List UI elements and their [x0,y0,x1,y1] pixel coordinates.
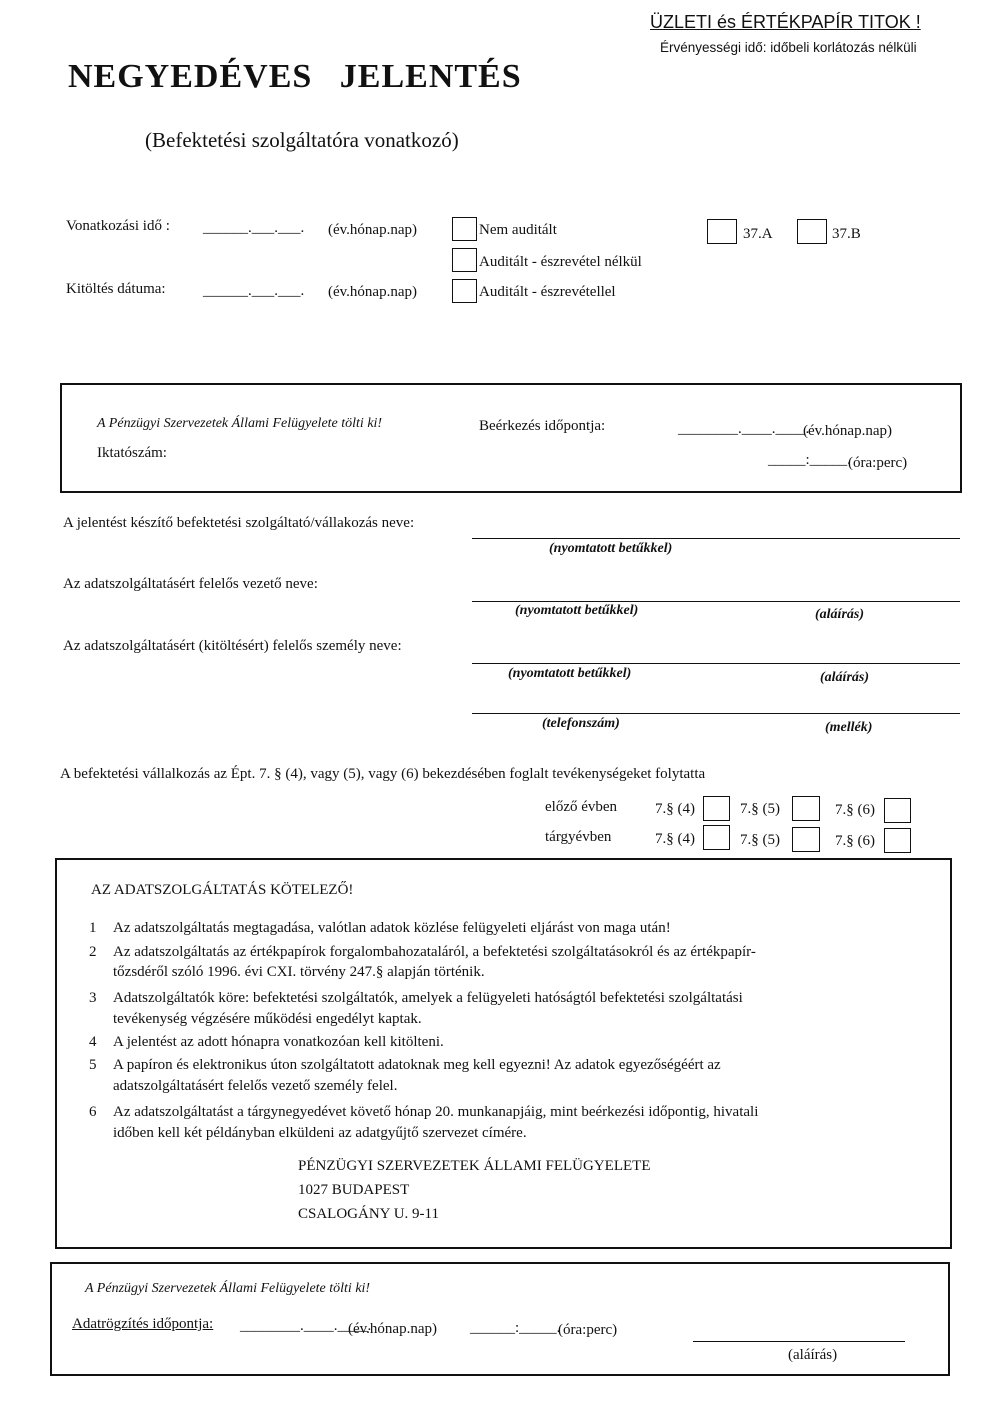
arrival-hour-unit: (óra:perc) [848,455,908,471]
reference-date-field[interactable]: ______.___.___. [203,220,305,236]
previous-year-label: előző évben [545,799,618,815]
record-time-label: Adatrögzítés időpontja: [72,1316,214,1332]
item-text: A papíron és elektronikus úton szolgáltatott adatoknak meg kell egyezni! Az adatok egyezőségéért az [113,1057,721,1073]
phone-field[interactable] [472,713,960,714]
section-37b-label: 37.B [832,226,861,242]
arrival-time-label: Beérkezés időpontja: [479,418,606,434]
curr-7-4-label: 7.§ (4) [655,831,695,847]
item-number: 6 [89,1104,97,1120]
record-signature-hint: (aláírás) [788,1347,838,1363]
obligation-item-2 [89,942,756,982]
phone-hint: (telefonszám) [542,716,620,731]
responsible-signature-hint: (aláírás) [820,670,869,685]
curr-7-5-label: 7.§ (5) [740,832,780,848]
item-text-cont: tevékenység végzésére működési engedélyt kaptak. [113,1011,422,1027]
curr-7-6-label: 7.§ (6) [835,833,875,849]
activity-statement: A befektetési vállalkozás az Épt. 7. § (4), vagy (5), vagy (6) bekezdésében foglalt tevékenységeket folytatta [60,766,706,782]
checkbox-curr-7-5[interactable] [792,827,820,852]
address-city: 1027 BUDAPEST [298,1182,410,1198]
leader-name-field[interactable] [472,601,960,602]
address-block [298,1154,651,1226]
record-date-unit: (év.hónap.nap) [348,1321,437,1337]
checkbox-37a[interactable] [707,219,737,244]
company-name-label: A jelentést készítő befektetési szolgáltató/vállakozás neve: [63,515,415,531]
fill-date-field[interactable]: ______.___.___. [203,283,305,299]
leader-signature-hint: (aláírás) [815,607,864,622]
address-street: CSALOGÁNY U. 9-11 [298,1206,439,1222]
checkbox-audited-no-remark[interactable] [452,248,477,272]
item-number: 2 [89,944,97,960]
address-org: PÉNZÜGYI SZERVEZETEK ÁLLAMI FELÜGYELETE [298,1158,651,1174]
arrival-date-field[interactable]: ________.____.____. [678,421,810,437]
company-name-hint: (nyomtatott betűkkel) [549,541,673,556]
extension-hint: (mellék) [825,720,873,735]
item-number: 4 [89,1034,97,1050]
record-hour-unit: (óra:perc) [558,1322,618,1338]
confidentiality-note: ÜZLETI és ÉRTÉKPAPÍR TITOK ! [650,12,921,32]
responsible-name-hint: (nyomtatott betűkkel) [508,666,632,681]
fill-date-label: Kitöltés dátuma: [66,281,166,297]
obligation-heading: AZ ADATSZOLGÁLTATÁS KÖTELEZŐ! [91,882,354,898]
checkbox-37b[interactable] [797,219,827,244]
item-text-cont: időben kell két példányban elküldeni az adatgyűjtő szervezet címére. [113,1125,527,1141]
prev-7-6-label: 7.§ (6) [835,802,875,818]
item-text: Adatszolgáltatók köre: befektetési szolgáltatók, amelyek a felügyeleti hatóságtól befektetési szolgáltatási [113,990,743,1006]
obligation-item-4 [89,1034,444,1051]
obligation-item-6 [89,1102,758,1144]
audited-no-remark-label: Auditált - észrevétel nélkül [479,254,642,270]
record-hour-field[interactable]: ______:_____. [470,1320,561,1336]
obligation-item-3 [89,988,743,1030]
obligation-item-1 [89,919,671,938]
leader-name-label: Az adatszolgáltatásért felelős vezető neve: [63,576,318,592]
checkbox-curr-7-6[interactable] [884,828,911,853]
section-37a-label: 37.A [743,226,773,242]
checkbox-prev-7-6[interactable] [884,798,911,823]
checkbox-prev-7-4[interactable] [703,796,730,821]
item-text: A jelentést az adott hónapra vonatkozóan kell kitölteni. [113,1034,444,1050]
not-audited-label: Nem auditált [479,222,557,238]
page-title: NEGYEDÉVES JELENTÉS [68,58,522,95]
item-text: Az adatszolgáltatást a tárgynegyedévet követő hónap 20. munkanapjáig, mint beérkezési időpontig, hivatali [113,1104,759,1120]
record-date-field[interactable]: ________.____.____. [240,1318,372,1334]
record-signature-field[interactable] [693,1341,905,1342]
prev-7-4-label: 7.§ (4) [655,801,695,817]
checkbox-prev-7-5[interactable] [792,796,820,821]
fill-date-unit: (év.hónap.nap) [328,284,417,300]
item-number: 1 [89,920,97,936]
company-name-field[interactable] [472,538,960,539]
reference-date-label: Vonatkozási idő : [66,218,170,234]
item-number: 5 [89,1057,97,1073]
responsible-name-field[interactable] [472,663,960,664]
registration-number-label: Iktatószám: [97,445,167,461]
responsible-name-label: Az adatszolgáltatásért (kitöltésért) felelős személy neve: [63,638,402,654]
leader-name-hint: (nyomtatott betűkkel) [515,603,639,618]
current-year-label: tárgyévben [545,829,612,845]
item-text-cont: tőzsdéről szóló 1996. évi CXI. törvény 247.§ alapján történik. [113,964,485,980]
reference-date-unit: (év.hónap.nap) [328,222,417,238]
item-text-cont: adatszolgáltatásért felelős vezető személy felel. [113,1078,398,1094]
page-subtitle: (Befektetési szolgáltatóra vonatkozó) [145,128,459,152]
prev-7-5-label: 7.§ (5) [740,801,780,817]
item-number: 3 [89,990,97,1006]
audited-remark-label: Auditált - észrevétellel [479,284,616,300]
checkbox-audited-remark[interactable] [452,279,477,303]
item-text: Az adatszolgáltatás az értékpapírok forgalombahozataláról, a befektetési szolgáltatásokról és az értékpapír- [113,944,756,960]
checkbox-not-audited[interactable] [452,217,477,241]
validity-note: Érvényességi idő: időbeli korlátozás nélküli [660,40,917,55]
arrival-date-unit: (év.hónap.nap) [803,423,892,439]
item-text: Az adatszolgáltatás megtagadása, valótlan adatok közlése felügyeleti eljárást von maga után! [113,920,671,936]
checkbox-curr-7-4[interactable] [703,825,730,850]
office-box-heading: A Pénzügyi Szervezetek Állami Felügyelete tölti ki! [97,416,383,431]
arrival-hour-field[interactable]: _____:_____. [768,452,851,468]
obligation-item-5 [89,1055,721,1097]
bottom-box-heading: A Pénzügyi Szervezetek Állami Felügyelete tölti ki! [85,1281,371,1296]
